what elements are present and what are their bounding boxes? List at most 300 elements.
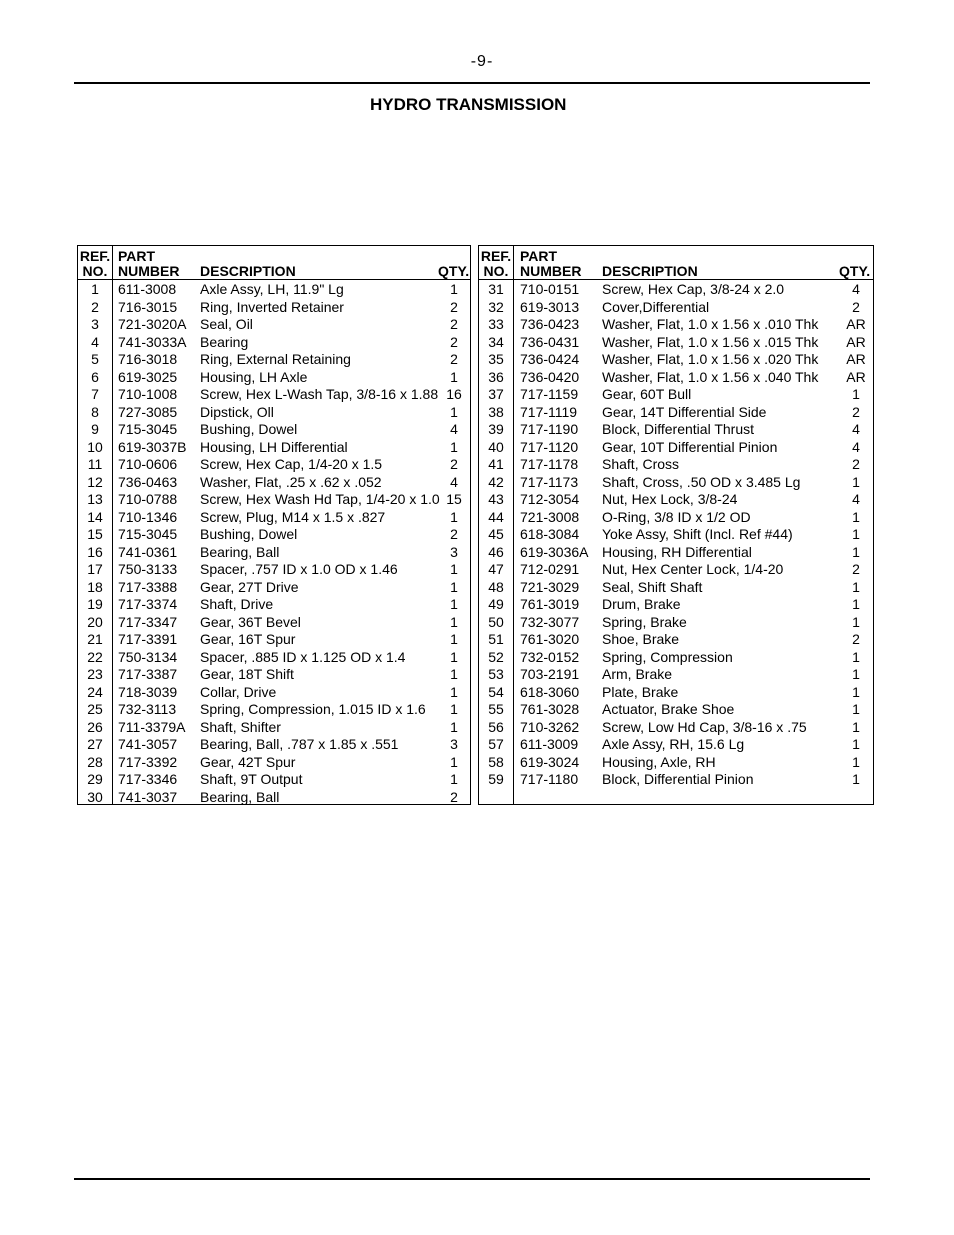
table-row xyxy=(479,596,873,614)
part-number-cell: 619-3025 xyxy=(118,368,178,385)
qty-cell: 15 xyxy=(446,491,462,507)
ref-number-cell: 52 xyxy=(488,648,504,665)
table-row xyxy=(479,561,873,579)
description-cell: Washer, Flat, 1.0 x 1.56 x .020 Thk xyxy=(602,351,819,367)
qty-cell: 3 xyxy=(450,543,458,560)
description-cell: Washer, Flat, 1.0 x 1.56 x .040 Thk xyxy=(602,368,819,385)
description-cell: Housing, LH Axle xyxy=(200,368,308,385)
header-part-line1: PART xyxy=(520,248,558,264)
description-cell: Gear, 16T Spur xyxy=(200,631,296,647)
ref-number-cell: 17 xyxy=(87,561,103,577)
description-cell: Gear, 42T Spur xyxy=(200,753,296,770)
header-description: DESCRIPTION xyxy=(200,263,296,279)
part-number-cell: 761-3019 xyxy=(520,596,580,612)
header-qty: QTY. xyxy=(839,263,871,279)
page-number: -9- xyxy=(470,53,494,70)
table-row xyxy=(479,771,873,789)
description-cell: Seal, Oil xyxy=(200,316,253,332)
header-ref-line2: NO. xyxy=(82,263,108,279)
part-number-cell: 710-0606 xyxy=(118,456,178,472)
table-row xyxy=(479,281,873,299)
description-cell: Arm, Brake xyxy=(602,666,673,682)
description-cell: Screw, Hex Wash Hd Tap, 1/4-20 x 1.0 xyxy=(200,491,440,507)
table-row xyxy=(78,684,470,702)
ref-number-cell: 20 xyxy=(87,613,103,630)
ref-number-cell: 42 xyxy=(488,473,504,490)
description-cell: Screw, Hex Cap, 3/8-24 x 2.0 xyxy=(602,281,785,297)
description-cell: Gear, 10T Differential Pinion xyxy=(602,438,778,455)
header-part-line2: NUMBER xyxy=(520,263,582,279)
header-rule xyxy=(78,279,470,280)
part-number-cell: 717-1159 xyxy=(520,386,579,402)
description-cell: Bushing, Dowel xyxy=(200,421,298,437)
part-number-cell: 741-0361 xyxy=(118,543,178,560)
ref-number-cell: 50 xyxy=(488,613,504,630)
table-row xyxy=(479,579,873,597)
description-cell: Spacer, .885 ID x 1.125 OD x 1.4 xyxy=(200,648,406,665)
description-cell: Gear, 60T Bull xyxy=(602,386,692,402)
section-title: HYDRO TRANSMISSION xyxy=(370,95,567,114)
table-row xyxy=(78,456,470,474)
qty-cell: 1 xyxy=(450,701,458,717)
part-number-cell: 712-0291 xyxy=(520,561,580,577)
ref-number-cell: 34 xyxy=(488,333,504,350)
ref-number-cell: 1 xyxy=(91,281,99,297)
qty-cell: 2 xyxy=(450,316,458,332)
table-row xyxy=(78,789,470,807)
qty-cell: 4 xyxy=(852,281,860,297)
qty-cell: 2 xyxy=(852,631,860,647)
qty-cell: 1 xyxy=(852,386,860,402)
ref-number-cell: 16 xyxy=(87,543,103,560)
ref-number-cell: 32 xyxy=(488,298,504,315)
ref-number-cell: 47 xyxy=(488,561,504,577)
qty-cell: 1 xyxy=(852,666,860,682)
ref-number-cell: 45 xyxy=(488,526,504,542)
part-number-cell: 618-3060 xyxy=(520,683,580,700)
qty-cell: 1 xyxy=(450,438,458,455)
part-number-cell: 761-3020 xyxy=(520,631,580,647)
qty-cell: 1 xyxy=(450,508,458,525)
qty-cell: AR xyxy=(846,316,866,332)
ref-number-cell: 26 xyxy=(87,718,103,735)
header-qty: QTY. xyxy=(438,263,470,279)
ref-number-cell: 46 xyxy=(488,543,504,560)
table-row xyxy=(479,649,873,667)
table-row xyxy=(479,544,873,562)
qty-cell: 1 xyxy=(450,403,458,420)
qty-cell: 2 xyxy=(450,298,458,315)
description-cell: Housing, LH Differential xyxy=(200,438,348,455)
part-number-cell: 741-3033A xyxy=(118,333,187,350)
table-row xyxy=(479,509,873,527)
ref-number-cell: 10 xyxy=(87,438,103,455)
description-cell: Screw, Hex Cap, 1/4-20 x 1.5 xyxy=(200,456,383,472)
qty-cell: 1 xyxy=(450,666,458,682)
description-cell: Housing, RH Differential xyxy=(602,543,752,560)
ref-number-cell: 33 xyxy=(488,316,504,332)
table-row xyxy=(479,369,873,387)
table-row xyxy=(78,701,470,719)
description-cell: Shaft, Cross xyxy=(602,456,680,472)
qty-cell: 2 xyxy=(852,561,860,577)
ref-number-cell: 4 xyxy=(91,333,99,350)
table-row xyxy=(479,754,873,772)
qty-cell: 2 xyxy=(450,351,458,367)
qty-cell: 1 xyxy=(852,526,860,542)
table-row xyxy=(479,736,873,754)
part-number-cell: 611-3009 xyxy=(520,736,579,752)
ref-number-cell: 6 xyxy=(91,368,99,385)
description-cell: Screw, Plug, M14 x 1.5 x .827 xyxy=(200,508,386,525)
part-number-cell: 736-0463 xyxy=(118,473,178,490)
description-cell: Bushing, Dowel xyxy=(200,526,298,542)
ref-number-cell: 30 xyxy=(87,788,103,805)
ref-number-cell: 27 xyxy=(87,736,103,752)
description-cell: Housing, Axle, RH xyxy=(602,753,716,770)
part-number-cell: 717-3346 xyxy=(118,771,178,787)
qty-cell: 1 xyxy=(852,473,860,490)
part-number-cell: 732-3113 xyxy=(118,701,177,717)
description-cell: Nut, Hex Lock, 3/8-24 xyxy=(602,491,738,507)
description-cell: Spring, Brake xyxy=(602,613,687,630)
qty-cell: 2 xyxy=(852,403,860,420)
ref-number-cell: 24 xyxy=(87,683,103,700)
part-number-cell: 717-1173 xyxy=(520,473,579,490)
qty-cell: 4 xyxy=(450,473,458,490)
table-row xyxy=(479,491,873,509)
table-row xyxy=(78,281,470,299)
bottom-rule xyxy=(74,1178,870,1180)
table-row xyxy=(479,456,873,474)
qty-cell: 4 xyxy=(450,421,458,437)
part-number-cell: 716-3018 xyxy=(118,351,178,367)
part-number-cell: 732-3077 xyxy=(520,613,580,630)
qty-cell: 1 xyxy=(852,753,860,770)
table-row xyxy=(479,421,873,439)
part-number-cell: 717-1178 xyxy=(520,456,579,472)
part-number-cell: 721-3008 xyxy=(520,508,580,525)
table-row xyxy=(78,316,470,334)
table-row xyxy=(479,386,873,404)
part-number-cell: 611-3008 xyxy=(118,281,177,297)
part-number-cell: 711-3379A xyxy=(118,718,186,735)
description-cell: Spacer, .757 ID x 1.0 OD x 1.46 xyxy=(200,561,398,577)
table-row xyxy=(479,719,873,737)
part-number-cell: 710-3262 xyxy=(520,718,580,735)
table-row xyxy=(479,631,873,649)
part-number-cell: 721-3020A xyxy=(118,316,187,332)
description-cell: Axle Assy, LH, 11.9" Lg xyxy=(200,281,344,297)
qty-cell: 1 xyxy=(852,543,860,560)
table-row xyxy=(479,684,873,702)
ref-number-cell: 54 xyxy=(488,683,504,700)
qty-cell: 1 xyxy=(852,771,860,787)
table-row xyxy=(479,299,873,317)
qty-cell: 4 xyxy=(852,421,860,437)
table-rows xyxy=(78,281,470,806)
part-number-cell: 710-0151 xyxy=(520,281,580,297)
table-row xyxy=(479,614,873,632)
qty-cell: 1 xyxy=(450,596,458,612)
part-number-cell: 750-3133 xyxy=(118,561,178,577)
part-number-cell: 619-3024 xyxy=(520,753,580,770)
ref-number-cell: 59 xyxy=(488,771,504,787)
ref-number-cell: 15 xyxy=(87,526,103,542)
table-row xyxy=(78,509,470,527)
part-number-cell: 717-1119 xyxy=(520,403,578,420)
header-part-number xyxy=(520,249,581,279)
part-number-cell: 718-3039 xyxy=(118,683,178,700)
ref-number-cell: 38 xyxy=(488,403,504,420)
ref-number-cell: 12 xyxy=(87,473,103,490)
table-row xyxy=(479,316,873,334)
ref-number-cell: 49 xyxy=(488,596,504,612)
part-number-cell: 736-0424 xyxy=(520,351,580,367)
description-cell: Spring, Compression, 1.015 ID x 1.6 xyxy=(200,701,426,717)
header-part-line2: NUMBER xyxy=(118,263,180,279)
description-cell: Block, Differential Pinion xyxy=(602,771,754,787)
table-row xyxy=(78,736,470,754)
table-row xyxy=(78,474,470,492)
part-number-cell: 732-0152 xyxy=(520,648,580,665)
description-cell: Gear, 36T Bevel xyxy=(200,613,301,630)
ref-number-cell: 35 xyxy=(488,351,504,367)
description-cell: Washer, Flat, .25 x .62 x .052 xyxy=(200,473,382,490)
header-ref-line2: NO. xyxy=(483,263,509,279)
qty-cell: 1 xyxy=(450,368,458,385)
qty-cell: 4 xyxy=(852,491,860,507)
ref-number-cell: 43 xyxy=(488,491,504,507)
table-rows xyxy=(479,281,873,789)
description-cell: Drum, Brake xyxy=(602,596,681,612)
qty-cell: 1 xyxy=(450,718,458,735)
top-rule xyxy=(74,82,870,84)
qty-cell: 1 xyxy=(852,613,860,630)
ref-number-cell: 51 xyxy=(488,631,504,647)
qty-cell: 1 xyxy=(450,281,458,297)
part-number-cell: 619-3037B xyxy=(118,438,187,455)
table-row xyxy=(479,666,873,684)
ref-number-cell: 48 xyxy=(488,578,504,595)
description-cell: Shoe, Brake xyxy=(602,631,680,647)
part-number-cell: 717-1180 xyxy=(520,771,579,787)
qty-cell: 1 xyxy=(852,718,860,735)
table-row xyxy=(78,421,470,439)
description-cell: Nut, Hex Center Lock, 1/4-20 xyxy=(602,561,784,577)
qty-cell: 2 xyxy=(852,456,860,472)
part-number-cell: 717-1120 xyxy=(520,438,579,455)
table-row xyxy=(78,579,470,597)
qty-cell: 1 xyxy=(852,736,860,752)
description-cell: Bearing, Ball, .787 x 1.85 x .551 xyxy=(200,736,399,752)
qty-cell: 2 xyxy=(450,456,458,472)
part-number-cell: 715-3045 xyxy=(118,526,178,542)
part-number-cell: 710-0788 xyxy=(118,491,178,507)
table-row xyxy=(78,299,470,317)
part-number-cell: 717-3374 xyxy=(118,596,178,612)
part-number-cell: 736-0431 xyxy=(520,333,580,350)
table-row xyxy=(78,771,470,789)
ref-number-cell: 5 xyxy=(91,351,99,367)
description-cell: Bearing, Ball xyxy=(200,543,280,560)
part-number-cell: 721-3029 xyxy=(520,578,580,595)
table-row xyxy=(479,439,873,457)
part-number-cell: 727-3085 xyxy=(118,403,178,420)
table-row xyxy=(78,526,470,544)
ref-number-cell: 18 xyxy=(87,578,103,595)
ref-number-cell: 28 xyxy=(87,753,103,770)
description-cell: Gear, 27T Drive xyxy=(200,578,299,595)
description-cell: Bearing xyxy=(200,333,249,350)
description-cell: Screw, Hex L-Wash Tap, 3/8-16 x 1.88 xyxy=(200,386,439,402)
table-row xyxy=(78,404,470,422)
part-number-cell: 618-3084 xyxy=(520,526,580,542)
table-row xyxy=(78,544,470,562)
description-cell: Washer, Flat, 1.0 x 1.56 x .010 Thk xyxy=(602,316,819,332)
table-row xyxy=(479,701,873,719)
description-cell: Shaft, Cross, .50 OD x 3.485 Lg xyxy=(602,473,801,490)
header-ref-line1: REF. xyxy=(480,248,512,264)
table-row xyxy=(78,369,470,387)
description-cell: Ring, External Retaining xyxy=(200,351,351,367)
qty-cell: 3 xyxy=(450,736,458,752)
qty-cell: AR xyxy=(846,351,866,367)
table-row xyxy=(78,491,470,509)
table-row xyxy=(78,649,470,667)
qty-cell: 1 xyxy=(450,561,458,577)
ref-number-cell: 7 xyxy=(91,386,99,402)
ref-number-cell: 53 xyxy=(488,666,504,682)
table-row xyxy=(479,526,873,544)
table-row xyxy=(78,631,470,649)
description-cell: Ring, Inverted Retainer xyxy=(200,298,344,315)
description-cell: Washer, Flat, 1.0 x 1.56 x .015 Thk xyxy=(602,333,819,350)
header-rule xyxy=(479,279,873,280)
qty-cell: 1 xyxy=(450,631,458,647)
table-row xyxy=(78,561,470,579)
description-cell: Dipstick, Oll xyxy=(200,403,274,420)
table-row xyxy=(78,596,470,614)
description-cell: Actuator, Brake Shoe xyxy=(602,701,735,717)
description-cell: Block, Differential Thrust xyxy=(602,421,754,437)
qty-cell: 1 xyxy=(852,701,860,717)
qty-cell: AR xyxy=(846,368,866,385)
ref-number-cell: 44 xyxy=(488,508,504,525)
part-number-cell: 717-3392 xyxy=(118,753,178,770)
ref-number-cell: 3 xyxy=(91,316,99,332)
description-cell: Cover,Differential xyxy=(602,298,710,315)
table-row xyxy=(479,334,873,352)
part-number-cell: 717-3391 xyxy=(118,631,178,647)
description-cell: Plate, Brake xyxy=(602,683,679,700)
ref-number-cell: 14 xyxy=(87,508,103,525)
header-description: DESCRIPTION xyxy=(602,263,698,279)
description-cell: Shaft, 9T Output xyxy=(200,771,303,787)
ref-number-cell: 37 xyxy=(488,386,504,402)
qty-cell: 1 xyxy=(450,753,458,770)
part-number-cell: 761-3028 xyxy=(520,701,580,717)
description-cell: Screw, Low Hd Cap, 3/8-16 x .75 xyxy=(602,718,807,735)
table-row xyxy=(78,386,470,404)
part-number-cell: 717-3387 xyxy=(118,666,178,682)
part-number-cell: 717-1190 xyxy=(520,421,579,437)
qty-cell: 1 xyxy=(852,683,860,700)
qty-cell: 2 xyxy=(852,298,860,315)
description-cell: Axle Assy, RH, 15.6 Lg xyxy=(602,736,745,752)
description-cell: Shaft, Shifter xyxy=(200,718,281,735)
part-number-cell: 717-3388 xyxy=(118,578,178,595)
qty-cell: 1 xyxy=(450,613,458,630)
header-part-line1: PART xyxy=(118,248,156,264)
part-number-cell: 750-3134 xyxy=(118,648,178,665)
ref-number-cell: 29 xyxy=(87,771,103,787)
table-row xyxy=(479,474,873,492)
ref-number-cell: 58 xyxy=(488,753,504,770)
qty-cell: 2 xyxy=(450,333,458,350)
description-cell: Seal, Shift Shaft xyxy=(602,578,703,595)
description-cell: Yoke Assy, Shift (Incl. Ref #44) xyxy=(602,526,793,542)
ref-number-cell: 11 xyxy=(87,456,103,472)
ref-number-cell: 22 xyxy=(87,648,103,665)
part-number-cell: 712-3054 xyxy=(520,491,580,507)
description-cell: Collar, Drive xyxy=(200,683,277,700)
ref-number-cell: 9 xyxy=(91,421,99,437)
description-cell: Gear, 18T Shift xyxy=(200,666,294,682)
table-row xyxy=(479,404,873,422)
part-number-cell: 716-3015 xyxy=(118,298,178,315)
table-row xyxy=(479,351,873,369)
description-cell: Shaft, Drive xyxy=(200,596,274,612)
description-cell: O-Ring, 3/8 ID x 1/2 OD xyxy=(602,508,751,525)
ref-number-cell: 55 xyxy=(488,701,504,717)
qty-cell: 1 xyxy=(450,771,458,787)
part-number-cell: 736-0423 xyxy=(520,316,580,332)
ref-number-cell: 8 xyxy=(91,403,99,420)
header-ref xyxy=(480,249,512,279)
qty-cell: 2 xyxy=(450,526,458,542)
table-row xyxy=(78,351,470,369)
part-number-cell: 710-1346 xyxy=(118,508,178,525)
ref-number-cell: 56 xyxy=(488,718,504,735)
part-number-cell: 619-3013 xyxy=(520,298,580,315)
parts-table-left xyxy=(77,245,471,805)
part-number-cell: 736-0420 xyxy=(520,368,580,385)
qty-cell: 1 xyxy=(450,578,458,595)
qty-cell: 2 xyxy=(450,788,458,805)
ref-number-cell: 57 xyxy=(488,736,504,752)
header-ref xyxy=(79,249,111,279)
qty-cell: 1 xyxy=(852,596,860,612)
qty-cell: AR xyxy=(846,333,866,350)
part-number-cell: 710-1008 xyxy=(118,386,178,402)
description-cell: Bearing, Ball xyxy=(200,788,280,805)
header-part-number xyxy=(118,249,179,279)
part-number-cell: 703-2191 xyxy=(520,666,580,682)
qty-cell: 1 xyxy=(852,578,860,595)
part-number-cell: 717-3347 xyxy=(118,613,178,630)
qty-cell: 1 xyxy=(852,508,860,525)
ref-number-cell: 19 xyxy=(87,596,103,612)
description-cell: Spring, Compression xyxy=(602,648,733,665)
description-cell: Gear, 14T Differential Side xyxy=(602,403,767,420)
table-row xyxy=(78,439,470,457)
table-row xyxy=(78,666,470,684)
header-ref-line1: REF. xyxy=(79,248,111,264)
part-number-cell: 619-3036A xyxy=(520,543,589,560)
ref-number-cell: 31 xyxy=(488,281,504,297)
qty-cell: 4 xyxy=(852,438,860,455)
